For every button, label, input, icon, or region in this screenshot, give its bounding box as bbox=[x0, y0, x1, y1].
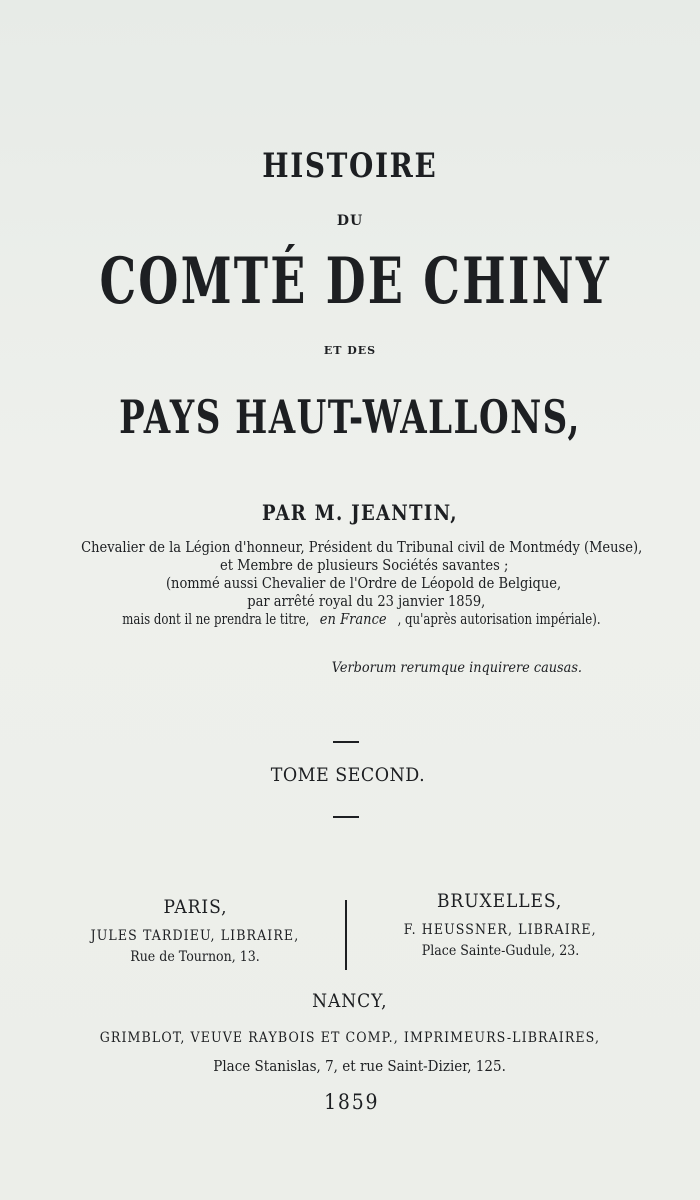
paris-publisher: JULES TARDIEU, LIBRAIRE, bbox=[90, 928, 300, 944]
divider-dash-bottom bbox=[333, 816, 359, 818]
volume-label: TOME SECOND. bbox=[270, 764, 426, 786]
title-histoire: HISTOIRE bbox=[262, 146, 438, 186]
title-pays-haut-wallons: PAYS HAUT-WALLONS, bbox=[119, 390, 581, 444]
nancy-publisher: GRIMBLOT, VEUVE RAYBOIS ET COMP., IMPRIMEURS-LIBRAIRES, bbox=[99, 1030, 601, 1046]
credential-line-last: mais dont il ne prendra le titre,en France , qu'après autorisation impériale). bbox=[122, 612, 601, 628]
bruxelles-publisher: F. HEUSSNER, LIBRAIRE, bbox=[403, 922, 597, 938]
credential-line: par arrêté royal du 23 janvier 1859, bbox=[246, 594, 486, 610]
bruxelles-address: Place Sainte-Gudule, 23. bbox=[421, 943, 579, 959]
credential-line: et Membre de plusieurs Sociétés savantes ; bbox=[219, 558, 509, 574]
author-line: PAR M. JEANTIN, bbox=[262, 500, 458, 525]
nancy-address: Place Stanislas, 7, et rue Saint-Dizier, 125. bbox=[213, 1057, 507, 1075]
title-comte-de-chiny: COMTÉ DE CHINY bbox=[99, 244, 611, 319]
imprint-divider bbox=[345, 900, 347, 970]
paris-address: Rue de Tournon, 13. bbox=[130, 949, 260, 965]
paris-city: PARIS, bbox=[163, 896, 227, 918]
credential-line: Chevalier de la Légion d'honneur, Président du Tribunal civil de Montmédy (Meuse), bbox=[81, 540, 643, 556]
imprint-paris bbox=[60, 896, 330, 965]
title-du: DU bbox=[336, 213, 364, 229]
title-et-des: ET DES bbox=[323, 344, 377, 357]
nancy-city: NANCY, bbox=[312, 990, 388, 1012]
divider-dash-top bbox=[333, 741, 359, 743]
imprint-bruxelles bbox=[360, 890, 640, 959]
publication-year: 1859 bbox=[324, 1090, 380, 1114]
credential-line: (nommé aussi Chevalier de l'Ordre de Léopold de Belgique, bbox=[166, 576, 562, 592]
latin-motto: Verborum rerumque inquirere causas. bbox=[331, 660, 582, 676]
bruxelles-city: BRUXELLES, bbox=[437, 890, 563, 912]
